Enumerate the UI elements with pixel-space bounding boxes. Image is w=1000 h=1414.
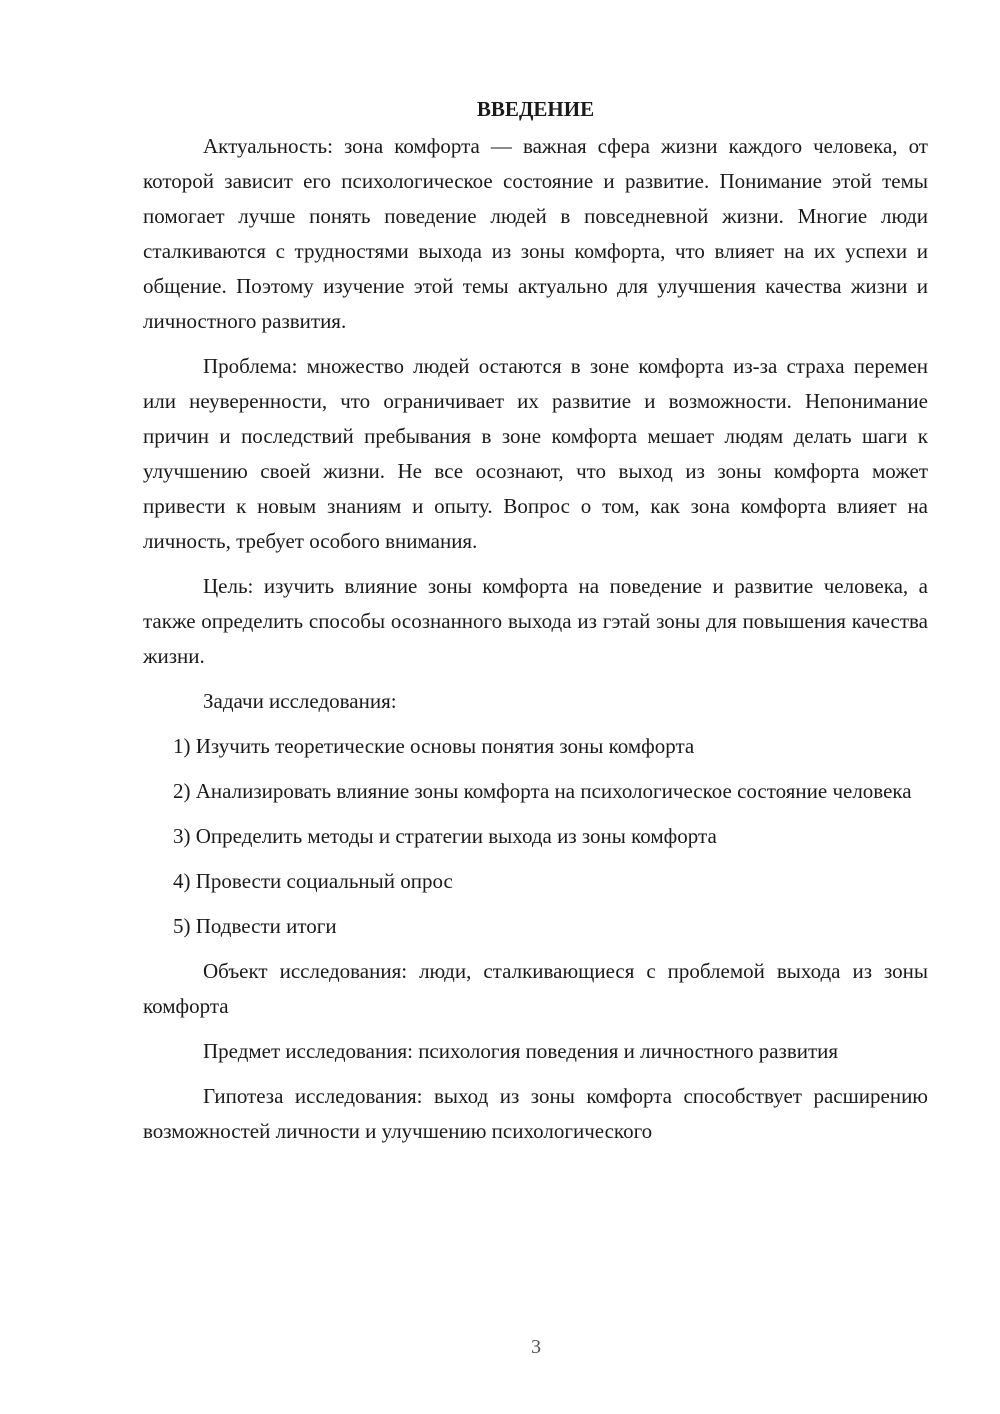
task-item-3: 3) Определить методы и стратегии выхода из зоны комфорта <box>173 824 717 848</box>
paragraph-goal: Цель: изучить влияние зоны комфорта на поведение и развитие человека, а также определить способы осознанного выхода из гэтай зоны для повышения качества жизни. <box>143 574 928 668</box>
task-item-2: 2) Анализировать влияние зоны комфорта на психологическое состояние человека <box>173 779 912 803</box>
paragraph-tasks-intro: Задачи исследования: <box>203 689 397 713</box>
paragraph-problem: Проблема: множество людей остаются в зоне комфорта из-за страха перемен или неуверенности, что ограничивает их развитие и возможности. Непонимание причин и последствий пребывания в зоне комфорта мешает людям делать шаги к улучшению своей жизни. Не все осознают, что выход из зоны комфорта может привести к новым знаниям и опыту. Вопрос о том, как зона комфорта влияет на личность, требует особого внимания. <box>143 354 928 553</box>
paragraph-subject: Предмет исследования: психология поведения и личностного развития <box>203 1039 839 1063</box>
page-number: 3 <box>531 1336 541 1358</box>
paragraph-relevance: Актуальность: зона комфорта — важная сфера жизни каждого человека, от которой зависит его психологическое состояние и развитие. Понимание этой темы помогает лучше понять поведение людей в повседневной жизни. Многие люди сталкиваются с трудностями выхода из зоны комфорта, что влияет на их успехи и общение. Поэтому изучение этой темы актуально для улучшения качества жизни и личностного развития. <box>143 134 928 333</box>
paragraph-object: Объект исследования: люди, сталкивающиеся с проблемой выхода из зоны комфорта <box>143 959 928 1018</box>
paragraph-hypothesis: Гипотеза исследования: выход из зоны комфорта способствует расширению возможностей личности и улучшению психологического <box>143 1084 928 1143</box>
task-item-1: 1) Изучить теоретические основы понятия зоны комфорта <box>173 734 695 758</box>
task-item-4: 4) Провести социальный опрос <box>173 869 453 893</box>
section-heading: ВВЕДЕНИЕ <box>476 97 595 121</box>
task-item-5: 5) Подвести итоги <box>173 914 337 938</box>
page-content <box>143 92 928 1159</box>
